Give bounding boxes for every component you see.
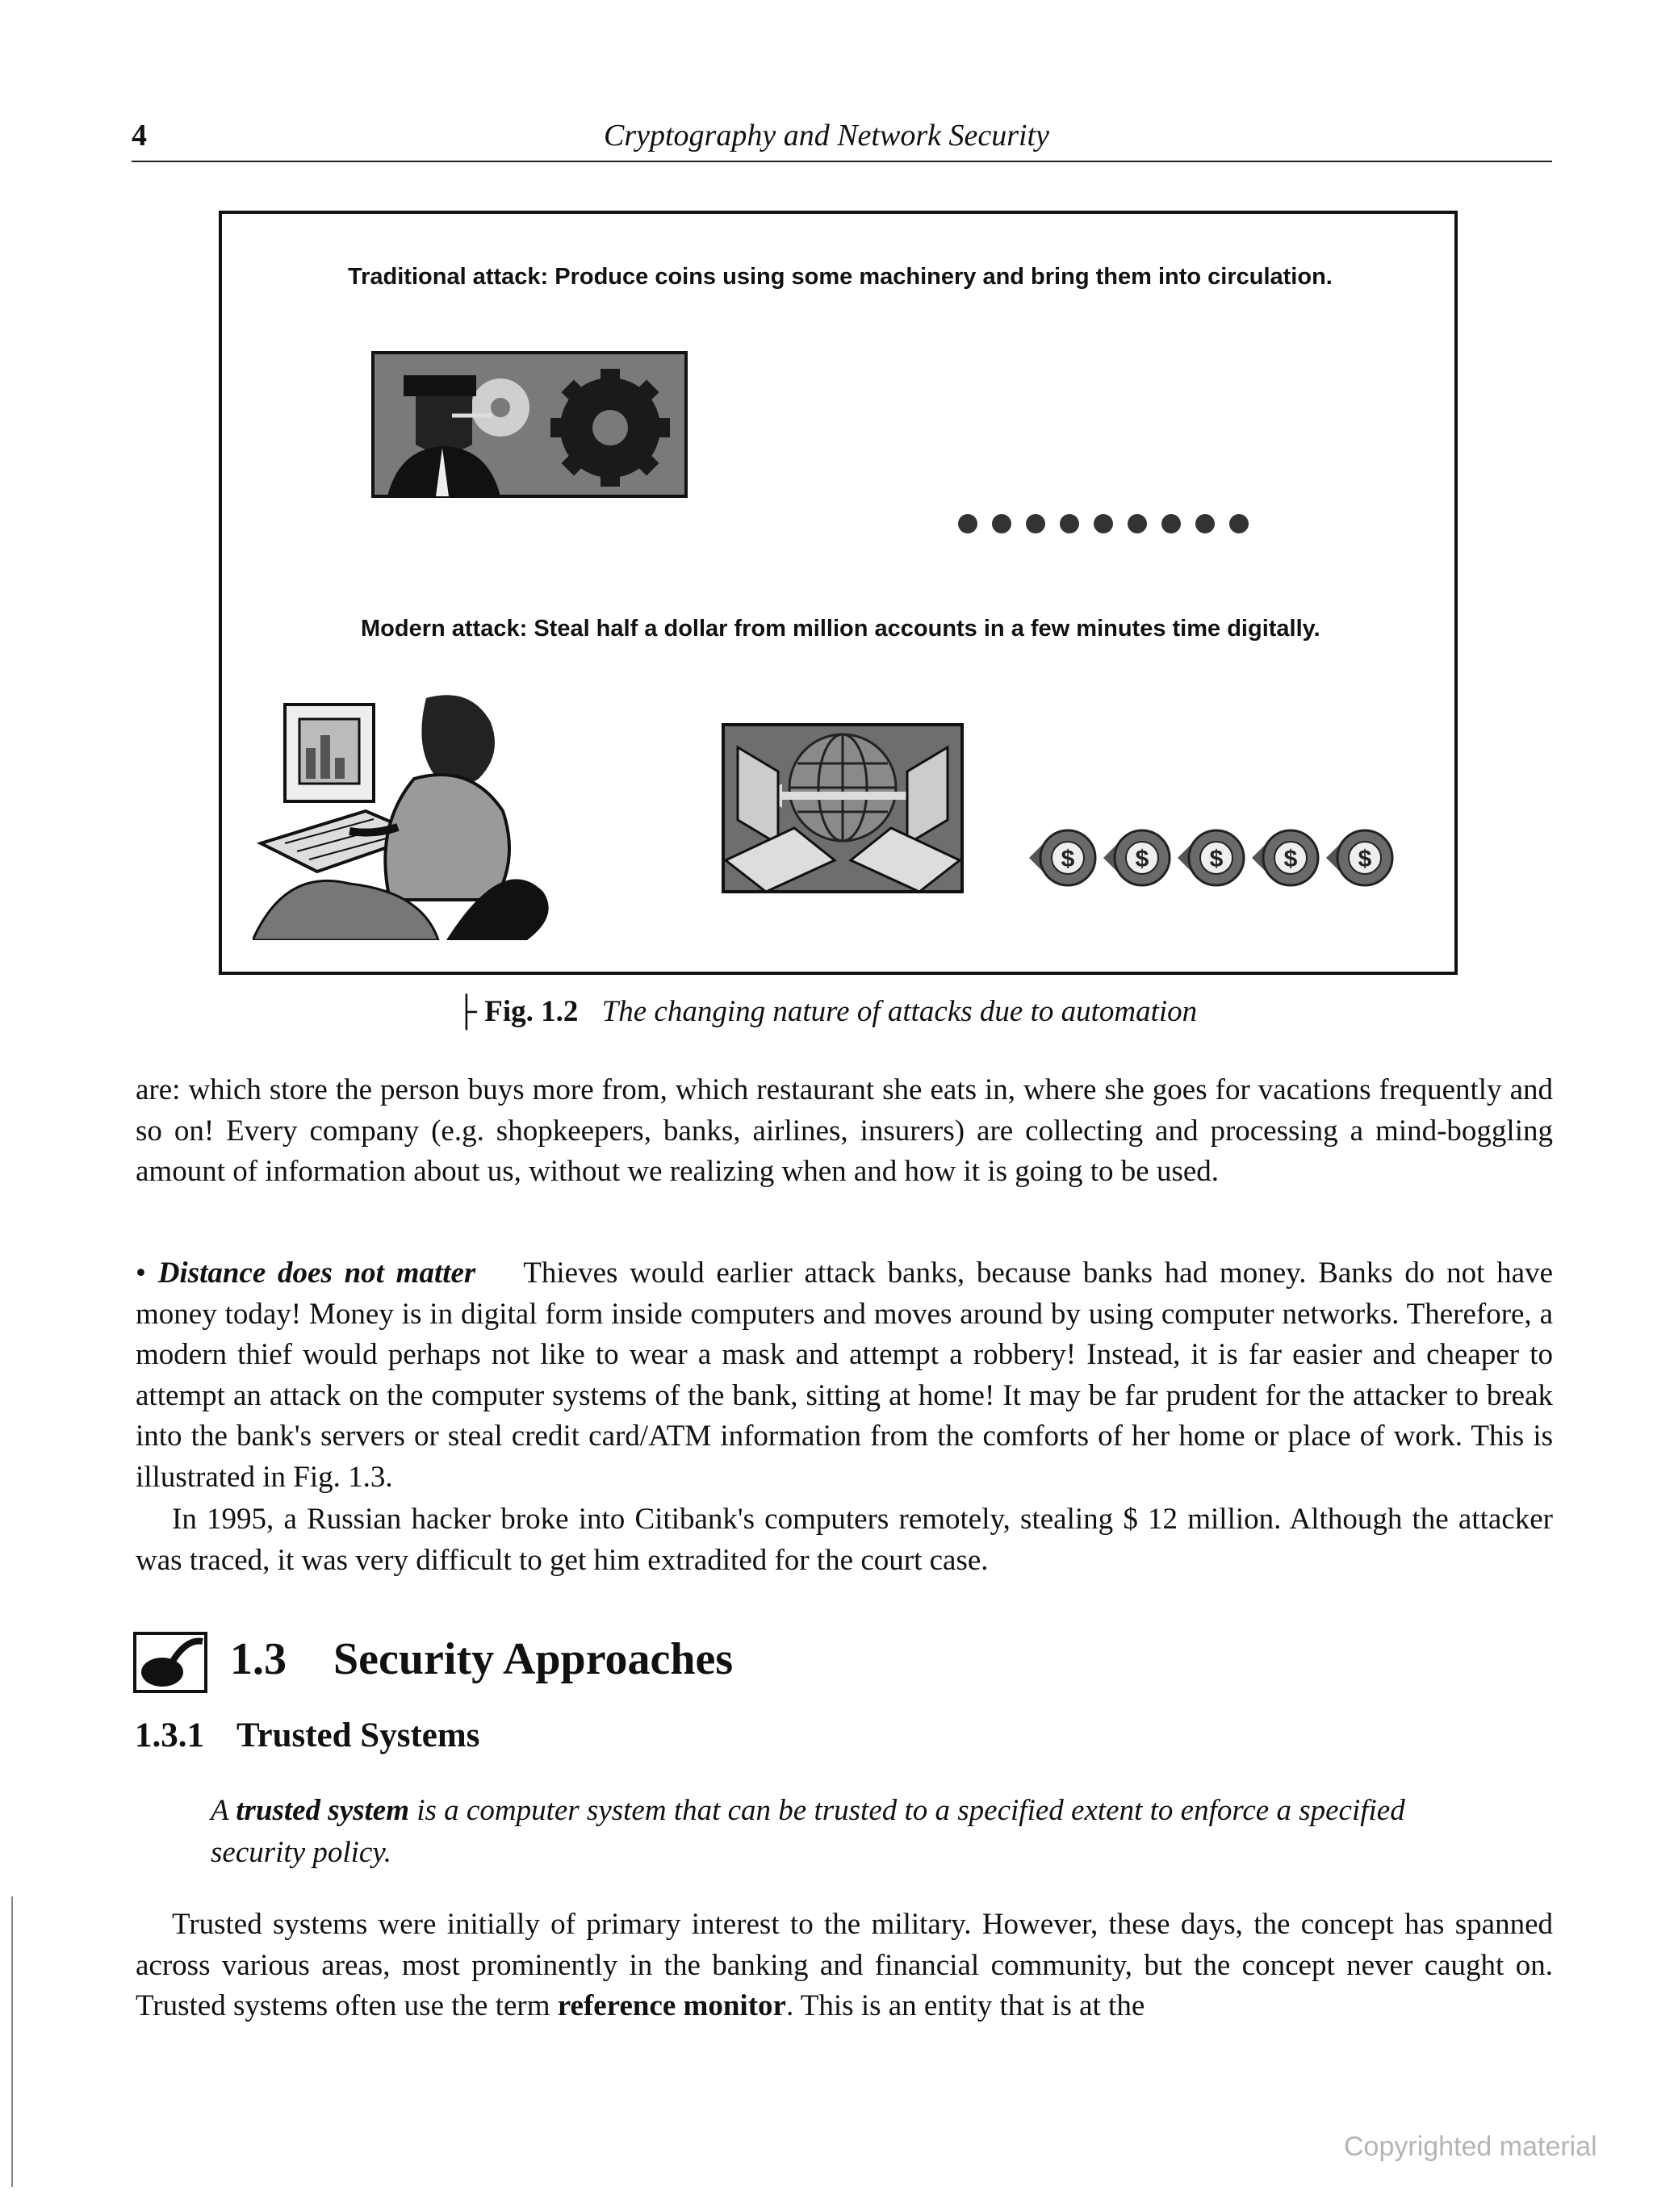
figure-1-2	[219, 211, 1458, 975]
figure-caption-title: The changing nature of attacks due to automation	[601, 995, 1198, 1028]
modern-attack-label: Modern attack: Steal half a dollar from million accounts in a few minutes time digitally.	[361, 616, 1320, 642]
copyright-watermark: Copyrighted material	[1344, 2131, 1597, 2162]
coin-dot	[958, 514, 977, 533]
reference-monitor-term: reference monitor	[557, 1989, 786, 2022]
definition-rest: is a computer system that can be trusted to a specified extent to enforce a specified security policy.	[211, 1794, 1405, 1869]
distance-term: Distance does not matter	[157, 1257, 476, 1290]
scan-margin-line	[11, 1896, 13, 2187]
network-laptops-illustration	[722, 723, 964, 893]
paragraph-distance	[136, 1253, 1553, 1498]
dollar-coin-icon	[1103, 830, 1170, 885]
coin-dot	[992, 514, 1011, 533]
caption-marker-icon: ├	[455, 995, 478, 1028]
para4-after: . This is an entity that is at the	[785, 1989, 1145, 2022]
small-gear-icon	[471, 378, 529, 437]
subsection-title: Trusted Systems	[236, 1716, 480, 1754]
woman-at-computer-illustration	[253, 690, 563, 940]
header-rule	[132, 161, 1552, 162]
section-title: Security Approaches	[333, 1634, 734, 1684]
dollar-coins-row	[1021, 826, 1425, 890]
machinery-illustration	[371, 351, 688, 498]
dollar-coin-icon	[1252, 830, 1318, 885]
paragraph-trusted-systems	[136, 1905, 1553, 2027]
coin-dot	[1060, 514, 1079, 533]
figure-caption	[0, 994, 1653, 1029]
dollar-symbol: $	[1061, 846, 1075, 872]
running-header-title: Cryptography and Network Security	[604, 119, 1049, 153]
definition-prefix: A	[211, 1794, 228, 1827]
dollar-symbol: $	[1209, 846, 1224, 872]
paragraph-citibank: In 1995, a Russian hacker broke into Citibank's computers remotely, stealing $ 12 million. Although the attacker was traced, it was very difficult to get him extradited for the court case.	[136, 1503, 1553, 1577]
page-number: 4	[132, 119, 147, 153]
dollar-coin-icon	[1029, 830, 1095, 885]
subsection-number: 1.3.1	[135, 1716, 204, 1754]
coins-row	[955, 511, 1258, 537]
traditional-attack-label: Traditional attack: Produce coins using some machinery and bring them into circulation.	[348, 264, 1333, 290]
globe-icon	[789, 734, 896, 841]
figure-caption-label: Fig. 1.2	[484, 995, 579, 1028]
coin-dot	[1026, 514, 1045, 533]
dollar-symbol: $	[1135, 846, 1149, 872]
definition-term: trusted system	[236, 1794, 409, 1827]
distance-text: Thieves would earlier attack banks, because banks had money. Banks do not have money today! Money is in digital form inside computers and moves around by using computer networks. Therefore, a modern thief would perhaps not like to wear a mask and attempt a robbery! Instead, it is far easier and cheaper to attempt an attack on the computer systems of the bank, sitting at home! It may be far prudent for the attacker to break into the bank's servers or steal credit card/ATM information from the comforts of her home or place of work. This is illustrated in Fig. 1.3.	[136, 1257, 1554, 1494]
coin-dot	[1094, 514, 1113, 533]
coin-dot	[1128, 514, 1147, 533]
coin-dot	[1161, 514, 1181, 533]
trusted-system-definition	[211, 1790, 1486, 1874]
subsection-heading	[135, 1716, 479, 1755]
bullet-marker: •	[136, 1257, 146, 1290]
dollar-symbol: $	[1358, 846, 1372, 872]
section-key-icon	[132, 1630, 209, 1695]
paragraph-1: are: which store the person buys more from, which restaurant she eats in, where she goes for vacations frequently and so on! Every company (e.g. shopkeepers, banks, airlines, insurers) are collecting and processing a mind-boggling amount of information about us, without we realizing when and how it is going to be used.	[136, 1073, 1553, 1188]
section-number: 1.3	[230, 1634, 287, 1684]
dollar-coin-icon	[1326, 830, 1392, 885]
dollar-coin-icon	[1178, 830, 1244, 885]
gear-icon	[550, 369, 670, 487]
dollar-symbol: $	[1283, 846, 1298, 872]
coin-dot	[1229, 514, 1249, 533]
para4-before: Trusted systems were initially of primary interest to the military. However, these days, the concept has spanned across various areas, most prominently in the banking and financial community, but the concept never caught on. Trusted systems often use the term	[136, 1908, 1553, 2022]
coin-dot	[1195, 514, 1215, 533]
